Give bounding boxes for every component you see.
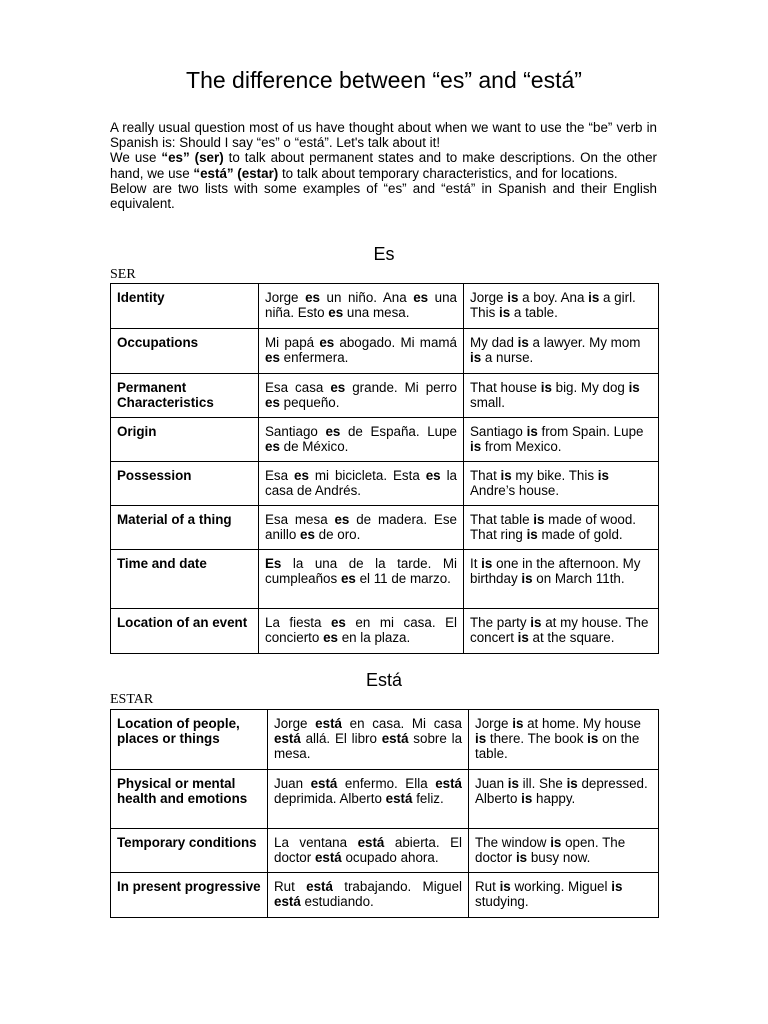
bold-verb: is	[499, 305, 511, 321]
bold-verb: es	[265, 439, 280, 455]
spanish-example: La ventana está abierta. El doctor está ocupado ahora.	[268, 829, 469, 873]
table-row	[111, 374, 659, 418]
table-row	[111, 609, 659, 654]
estar-table	[110, 709, 659, 918]
english-example: Jorge is a boy. Ana is a girl. This is a table.	[464, 284, 659, 329]
spanish-example: Es la una de la tarde. Mi cumpleaños es el 11 de marzo.	[259, 550, 464, 609]
bold-verb: está	[274, 894, 301, 910]
bold-verb: está	[314, 850, 342, 866]
bold-verb: is	[517, 630, 529, 646]
english-example: That is my bike. This is Andre’s house.	[464, 462, 659, 506]
bold-verb: es	[305, 290, 320, 305]
bold-verb: está	[357, 835, 385, 850]
spanish-example: Jorge está en casa. Mi casa está allá. El libro está sobre la mesa.	[268, 710, 469, 770]
bold-verb: es	[319, 335, 335, 350]
bold-verb: is	[512, 716, 524, 731]
bold-verb: is	[540, 380, 552, 395]
bold-verb: is	[470, 439, 482, 455]
bold-verb: es	[330, 380, 346, 395]
bold-verb: is	[587, 731, 599, 747]
table-row	[111, 284, 659, 329]
row-label: Permanent Characteristics	[111, 374, 259, 418]
table-row	[111, 550, 659, 609]
section-sublabel-estar: ESTAR	[110, 692, 154, 707]
bold-verb: es	[425, 468, 441, 483]
spanish-example: Esa casa es grande. Mi perro es pequeño.	[259, 374, 464, 418]
bold-verb: is	[611, 879, 623, 894]
bold-verb: is	[566, 776, 578, 791]
english-example: The party is at my house. The concert is at the square.	[464, 609, 659, 654]
intro-paragraph: We use “es” (ser) to talk about permanent states and to make descriptions. On the other hand, we use “está” (estar) to talk about temporary characteristics, and for locations.	[110, 150, 658, 181]
bold-verb: es	[294, 468, 309, 483]
bold-verb: está	[306, 879, 333, 894]
bold-verb: está	[310, 776, 338, 791]
spanish-example: La fiesta es en mi casa. El concierto es en la plaza.	[259, 609, 464, 654]
spanish-example: Juan está enfermo. Ella está deprimida. Alberto está feliz.	[268, 770, 469, 829]
bold-verb: is	[628, 380, 640, 395]
ser-table	[110, 283, 659, 654]
row-label: Origin	[111, 418, 259, 462]
table-row	[111, 770, 659, 829]
bold-verb: is	[588, 290, 600, 305]
spanish-example: Esa mesa es de madera. Ese anillo es de oro.	[259, 506, 464, 550]
bold-verb: is	[521, 571, 533, 587]
spanish-example: Rut está trabajando. Miguel está estudiando.	[268, 873, 469, 918]
english-example: The window is open. The doctor is busy now.	[469, 829, 659, 873]
row-label: Occupations	[111, 329, 259, 374]
table-row	[111, 462, 659, 506]
table-row	[111, 506, 659, 550]
table-row	[111, 329, 659, 374]
bold-verb: is	[521, 791, 533, 807]
row-label: Identity	[111, 284, 259, 329]
intro-paragraph: A really usual question most of us have thought about when we want to use the “be” verb in Spanish is: Should I say “es” o “está”. Let's talk about it!	[110, 120, 657, 151]
section-heading-es: Es	[373, 244, 395, 264]
spanish-example: Mi papá es abogado. Mi mamá es enfermera.	[259, 329, 464, 374]
bold-verb: es	[330, 615, 346, 630]
bold-verb: is	[500, 468, 512, 483]
bold-verb: is	[515, 850, 528, 866]
english-example: That house is big. My dog is small.	[464, 374, 659, 418]
bold-verb: Es	[265, 556, 282, 571]
bold-verb: es	[300, 527, 315, 543]
bold-verb: is	[481, 556, 493, 571]
table-row	[111, 829, 659, 873]
bold-verb: es	[265, 350, 280, 366]
bold-verb: is	[526, 527, 538, 543]
bold-verb: es	[334, 512, 350, 527]
bold-verb: is	[475, 731, 487, 747]
bold-verb: es	[265, 395, 280, 411]
english-example: My dad is a lawyer. My mom is a nurse.	[464, 329, 659, 374]
bold-verb: es	[340, 571, 356, 587]
bold-verb: is	[550, 835, 562, 850]
table-row	[111, 710, 659, 770]
bold-verb: es	[413, 290, 429, 305]
bold-verb: is	[517, 335, 529, 350]
bold-verb: está	[385, 791, 413, 807]
english-example: Rut is working. Miguel is studying.	[469, 873, 659, 918]
spanish-example: Jorge es un niño. Ana es una niña. Esto es una mesa.	[259, 284, 464, 329]
row-label: Location of people, places or things	[111, 710, 268, 770]
bold-verb: is	[507, 290, 519, 305]
bold-verb: está	[381, 731, 409, 747]
section-sublabel-ser: SER	[110, 267, 136, 282]
bold-verb: es	[325, 424, 341, 439]
intro-paragraph: Below are two lists with some examples of “es” and “está” in Spanish and their English equivalent.	[110, 180, 657, 212]
row-label: Temporary conditions	[111, 829, 268, 873]
intro-text	[110, 120, 657, 211]
row-label: Physical or mental health and emotions	[111, 770, 268, 829]
bold-verb: está	[315, 716, 342, 731]
table-row	[111, 873, 659, 918]
row-label: In present progressive	[111, 873, 268, 918]
english-example: Jorge is at home. My house is there. The book is on the table.	[469, 710, 659, 770]
row-label: Material of a thing	[111, 506, 259, 550]
bold-verb: “está” (estar)	[193, 165, 279, 181]
bold-verb: is	[507, 776, 519, 791]
row-label: Location of an event	[111, 609, 259, 654]
english-example: Santiago is from Spain. Lupe is from Mexico.	[464, 418, 659, 462]
bold-verb: is	[533, 512, 545, 527]
page-title: The difference between “es” and “está”	[186, 67, 582, 93]
section-heading-esta: Está	[365, 670, 403, 690]
bold-verb: is	[470, 350, 482, 366]
table-row	[111, 418, 659, 462]
bold-verb: es	[328, 305, 344, 321]
english-example: That table is made of wood. That ring is made of gold.	[464, 506, 659, 550]
spanish-example: Santiago es de España. Lupe es de México.	[259, 418, 464, 462]
bold-verb: is	[499, 879, 511, 894]
bold-verb: “es” (ser)	[161, 150, 224, 166]
english-example: Juan is ill. She is depressed. Alberto is happy.	[469, 770, 659, 829]
row-label: Time and date	[111, 550, 259, 609]
spanish-example: Esa es mi bicicleta. Esta es la casa de Andrés.	[259, 462, 464, 506]
row-label: Possession	[111, 462, 259, 506]
bold-verb: is	[526, 424, 538, 439]
bold-verb: es	[323, 630, 338, 646]
bold-verb: está	[274, 731, 301, 747]
english-example: It is one in the afternoon. My birthday is on March 11th.	[464, 550, 659, 609]
bold-verb: está	[435, 776, 462, 791]
bold-verb: is	[597, 468, 609, 483]
bold-verb: is	[530, 615, 542, 630]
